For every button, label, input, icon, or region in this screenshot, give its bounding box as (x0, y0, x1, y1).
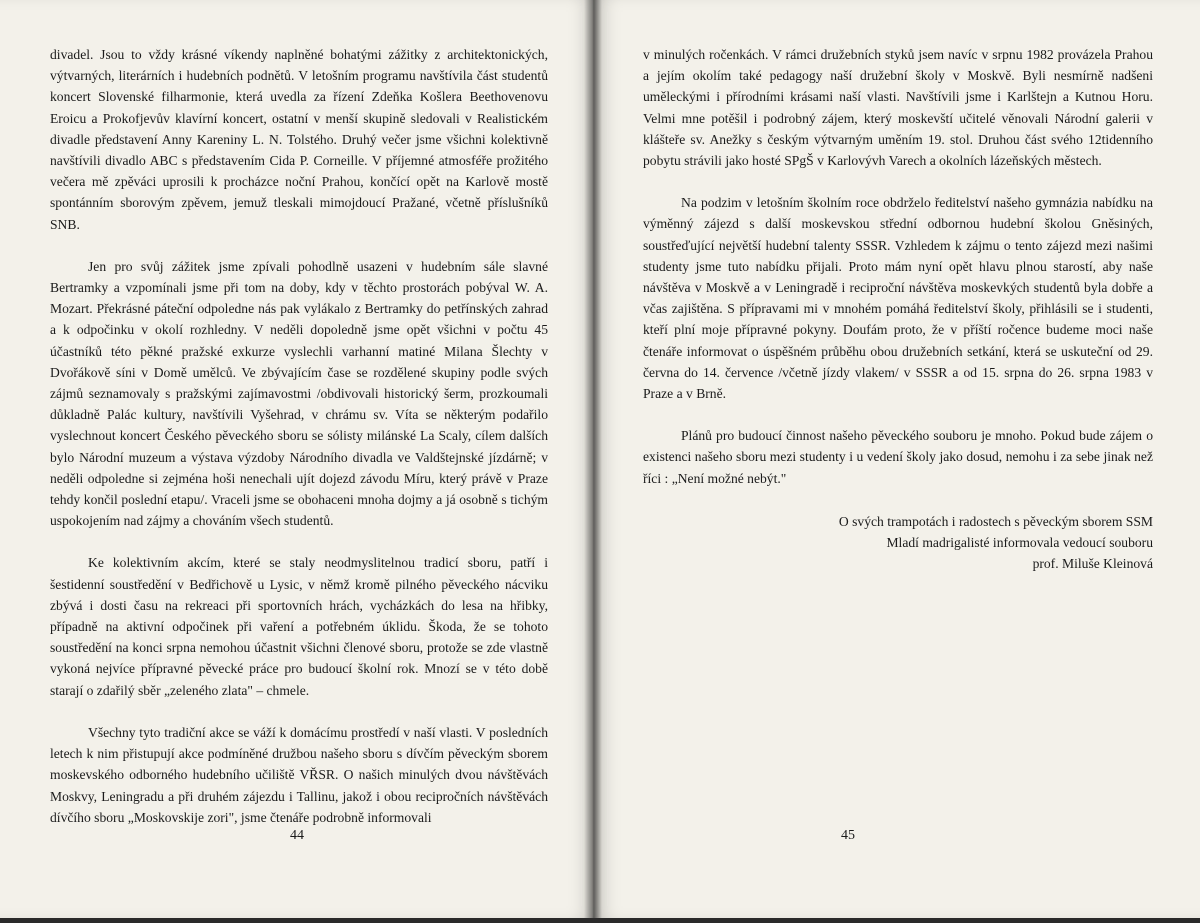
paragraph: v minulých ročenkách. V rámci družebních styků jsem navíc v srpnu 1982 provázela Prahou a jejím okolím také pedagogy naší družební školy v Moskvě. Byli nesmírně nadšeni uměleckými i přírodními krásami naší vlasti. Navštívili jsme i Karlštejn a Kutnou Horu. Velmi mne potěšil i podrobný zájem, který moskevští učitelé věnovali Národní galerii v klášteře sv. Anežky s českým výtvarným uměním 19. stol. Druhou část svého 12tidenního pobytu strávili jako hosté SPgŠ v Karlovývh Varech a okolních lázeňských městech. (643, 47, 1153, 169)
paragraph: Jen pro svůj zážitek jsme zpívali pohodlně usazeni v hudebním sále slavné Bertramky a vzpomínali jsme při tom na doby, kdy v těchto prostorách pobýval W. A. Mozart. Překrásné páteční odpoledne nás pak vylákalo z Bertramky do petřínských zahrad a k odpočinku v okolí rozhledny. V neděli dopoledně jsme opět všichni v počtu 45 účastníků této pěkné pražské exkurze vyslechli varhanní matiné Milana Šlechty v Dvořákově síni v Domě umělců. Ve zbývajícím čase se rozdělené skupiny podle svých zájmů seznamovaly s pražskými zajímavostmi /obdivovali historický šerm, prozkoumali důkladně Palác kultury, navštívili Vyšehrad, v chrámu sv. Víta se některým podařilo vyslechnout koncert Českého pěveckého sboru se sólisty milánské La Scaly, cílem dalších bylo Národní muzeum a výstava výzdoby Národního divadla ve Valdštejnské jízdárně; v neděli odpoledne si zejména hoši nenechali ujít dojezd závodu Míru, který právě v Praze tehdy končil poslední etapu/. Vraceli jsme se obohaceni mnoha dojmy a já osobně s tichým uspokojením nad zájmy a chováním všech studentů. (50, 258, 548, 529)
right-page (593, 0, 1200, 918)
signature-block (643, 511, 1153, 575)
paragraph: divadel. Jsou to vždy krásné víkendy naplněné bohatými zážitky z architektonických, výtvarných, literárních i hudebních podnětů. V letošním programu navštívila část studentů koncert Slovenské filharmonie, která uvedla za řízení Zdeňka Košlera Beethovenovu Eroicu a Prokofjevův klavírní koncert, ostatní v menší skupině sledovali v Realistickém divadle představení Anny Kareniny L. N. Tolstého. Druhý večer jsme všichni kolektivně navštívili divadlo ABC s představením Cida P. Corneille. V příjemné atmosféře prožitého večera mě zpěváci uprosili k procházce noční Prahou, končící opět na Karlově mostě spontánním sborovým zpěvem, jemuž tleskali mimojdoucí Pražané, včetně příslušníků SNB. (50, 47, 548, 232)
left-page-text (50, 44, 548, 849)
page-number: 44 (290, 828, 304, 843)
signature-author: prof. Miluše Kleinová (1032, 556, 1153, 572)
signature-line: Mladí madrigalisté informovala vedoucí souboru (886, 535, 1153, 551)
right-page-text (643, 44, 1153, 574)
paragraph: Plánů pro budoucí činnost našeho pěveckého souboru je mnoho. Pokud bude zájem o existenci našeho sboru mezi studenty i u vedení školy jako dosud, nemohu i za sebe jinak než říci : „Není možné nebýt." (643, 428, 1153, 486)
left-page (0, 0, 596, 918)
paragraph: Všechny tyto tradiční akce se váží k domácímu prostředí v naší vlasti. V posledních letech k nim přistupují akce podmíněné družbou našeho sboru s dívčím pěveckým sborem moskevského odborného hudebního učiliště VŘSR. O našich minulých dvou návštěvách Moskvy, Leningradu a při druhém zájezdu i Tallinu, jakož i obou recipročních návštěvách dívčího sboru „Moskovskije zori", jsme čtenáře podrobně informovali (50, 724, 548, 825)
paragraph: Ke kolektivním akcím, které se staly neodmyslitelnou tradicí sboru, patří i šestidenní soustředění v Bedřichově u Lysic, v němž kromě pilného pěveckého nácviku zbývá i dosti času na rekreaci při sportovních hrách, vycházkách do lesa na hřibky, případně na aktivní odpočinek při vaření a potřebném úklidu. Škoda, že se tohoto soustředění na konci srpna nemohou účastnit všichni členové sboru, protože se zde vlastně vykoná nejvíce přípravné pěvecké práce pro budoucí školní rok. Mnozí se v této době starají o zdařilý sběr „zeleného zlata" – chmele. (50, 555, 548, 698)
paragraph: Na podzim v letošním školním roce obdrželo ředitelství našeho gymnázia nabídku na výměnný zájezd s další moskevskou střední odbornou hudební školou Gněsiných, soustřeďující největší hudební talenty SSSR. Vzhledem k zájmu o tento zájezd mezi našimi studenty jsme tuto nabídku přijali. Proto mám nyní opět hlavu plnou starostí, aby naše návštěva v Moskvě a v Leningradě i reciproční návštěva moskevkých studentů byla dobře a včas zajištěna. S přípravami mi v mnohém pomáhá ředitelství školy, přihlásili se i studenti, kteří plní moje přípravné pokyny. Doufám proto, že v příští ročence budeme moci naše čtenáře informovat o úspěšném průběhu obou družebních setkání, která se uskuteční od 29. června do 14. července /včetně jízdy vlakem/ v SSSR a od 15. srpna do 26. srpna 1983 v Praze a v Brně. (643, 195, 1153, 402)
page-number: 45 (841, 828, 855, 843)
book-gutter (584, 0, 602, 918)
signature-line: O svých trampotách i radostech s pěveckým sborem SSM (838, 513, 1153, 529)
